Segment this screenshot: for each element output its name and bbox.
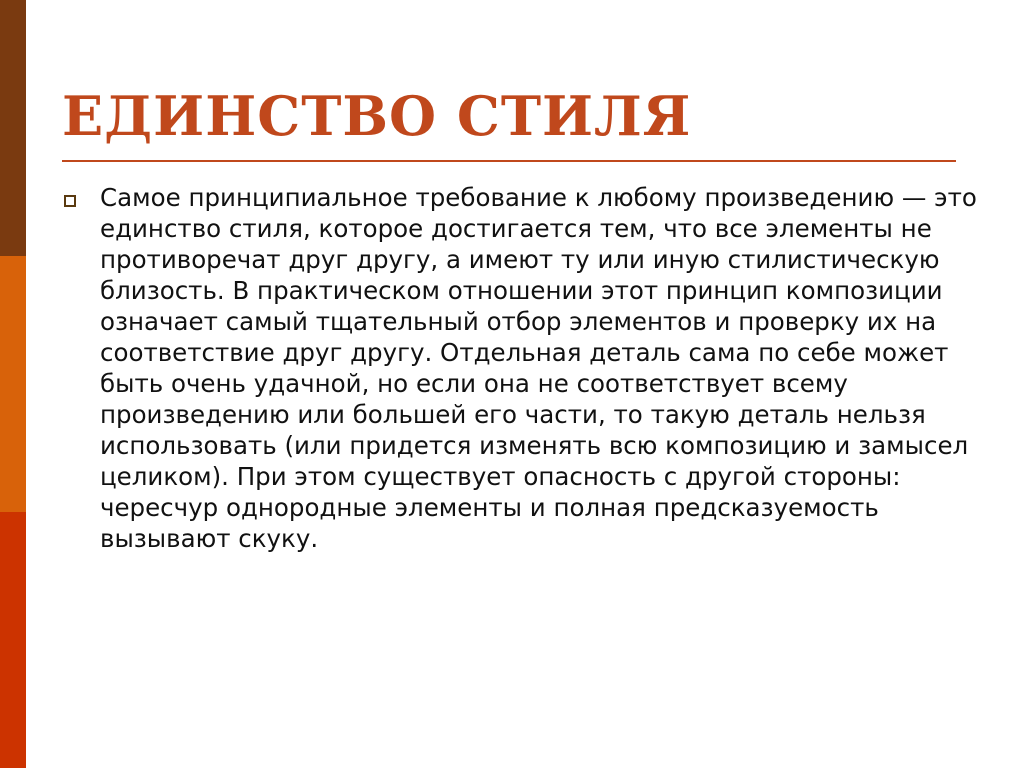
bullet-text: Самое принципиальное требование к любому произведению — это единство стиля, которое достигается тем, что все элементы не противоречат друг другу, а имеют ту или иную стилистическую близость. В практическом отношении этот принцип композиции означает самый тщательный отбор элементов и проверку их на соответствие друг другу. Отдельная деталь сама по себе может быть очень удачной, но если она не соответствует всему произведению или большей его части, то такую деталь нельзя использовать (или придется изменять всю композицию и замысел целиком). При этом существует опасность с другой стороны: чересчур однородные элементы и полная предсказуемость вызывают скуку. [100, 183, 977, 553]
slide-title: ЕДИНСТВО СТИЛЯ [62, 84, 692, 148]
sidebar-segment-bottom [0, 512, 26, 768]
sidebar-segment-top [0, 0, 26, 256]
title-divider [62, 160, 956, 162]
square-bullet-icon [64, 195, 76, 207]
decorative-sidebar [0, 0, 26, 768]
sidebar-segment-middle [0, 256, 26, 512]
